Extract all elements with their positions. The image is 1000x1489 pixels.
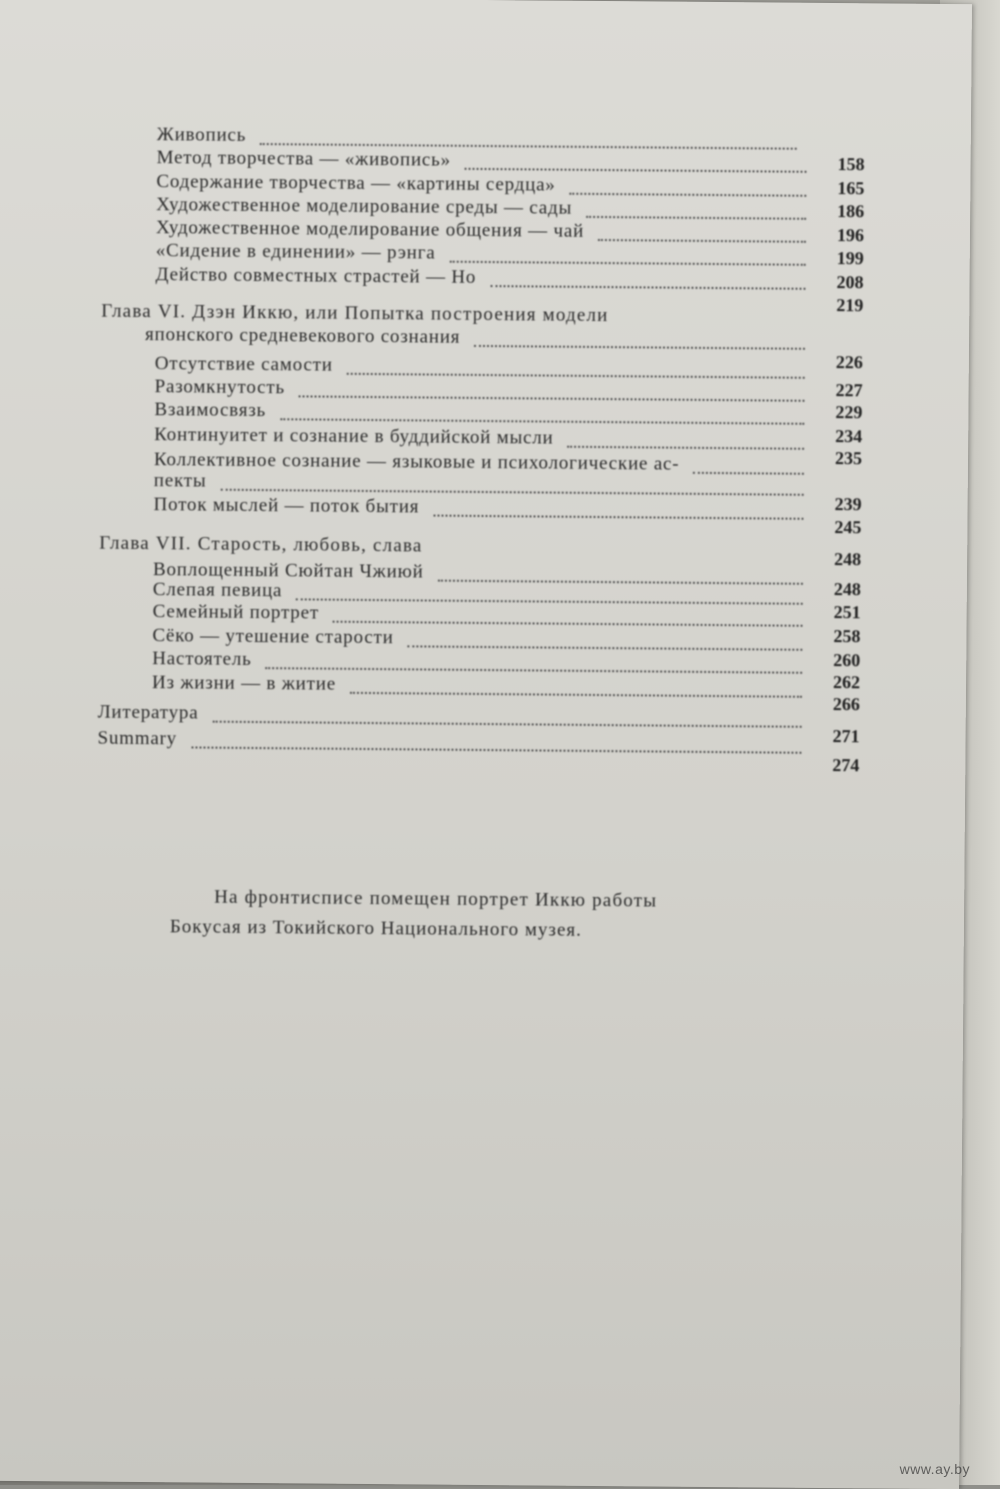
- toc-entry: [157, 147, 807, 175]
- dot-leader: [569, 171, 806, 197]
- toc-chapter-6-continued: [145, 324, 805, 352]
- dot-leader: [693, 450, 804, 475]
- toc-page-number: 258: [833, 626, 861, 647]
- watermark: www.ay.by: [899, 1461, 970, 1477]
- frontispiece-note-line2: Бокусая из Токийского Национального музея.: [169, 916, 582, 941]
- dot-leader: [407, 625, 802, 651]
- toc-page-number: 165: [837, 178, 865, 199]
- toc-page-number: 219: [836, 295, 864, 316]
- toc-page-number: 274: [832, 755, 860, 776]
- toc-page-number: 271: [832, 726, 860, 747]
- toc-entry-continued: [154, 470, 804, 498]
- toc-entry-label: Настоятель: [152, 648, 252, 670]
- toc-entry-label: Художественное моделирование среды — сады: [156, 194, 573, 219]
- toc-page-number: 208: [836, 272, 864, 293]
- toc-entry-label: Разомкнутость: [154, 376, 285, 399]
- toc-entry-label: Отсутствие самости: [154, 353, 333, 376]
- dot-leader: [260, 124, 797, 150]
- toc-page-number: 226: [835, 352, 863, 373]
- toc-entry-label: Из жизни — в житие: [151, 672, 337, 695]
- toc-entry-label: Метод творчества — «живопись»: [156, 147, 451, 171]
- toc-entry-label: Воплощенный Сюйтан Чжиюй: [152, 559, 424, 583]
- toc-entry: [153, 494, 803, 522]
- toc-entry-label: Содержание творчества — «картины сердца»: [156, 171, 556, 196]
- toc-entry-label: Литература: [97, 701, 199, 724]
- toc-entry-summary: [97, 728, 801, 756]
- dot-leader: [191, 728, 801, 754]
- toc-entry-label: Действо совместных страстей — Но: [155, 264, 477, 288]
- toc-entry-label: Summary: [97, 727, 178, 750]
- toc-entry-label: Коллективное сознание — языковые и психологические ас-: [153, 449, 680, 475]
- toc-page-number: 248: [833, 579, 861, 600]
- dot-leader: [490, 264, 805, 290]
- dot-leader: [438, 559, 803, 585]
- toc-page-number: 248: [834, 549, 862, 570]
- dot-leader: [433, 494, 803, 520]
- toc-page-number: 234: [835, 426, 863, 447]
- toc-page-number: 199: [836, 248, 864, 269]
- toc-page-number: 196: [836, 225, 865, 246]
- dot-leader: [350, 672, 802, 698]
- frontispiece-note: [169, 883, 658, 947]
- toc-page-number: 239: [834, 494, 862, 515]
- toc-entry: [154, 399, 804, 427]
- toc-page-number: 186: [837, 201, 865, 222]
- dot-leader: [213, 702, 802, 728]
- toc-page-number: 260: [833, 650, 861, 671]
- toc-entry-literature: [98, 702, 802, 730]
- toc-page-number: 158: [837, 154, 865, 175]
- toc-entry-label: пекты: [153, 470, 207, 492]
- toc-entry-label: Живопись: [156, 124, 247, 146]
- toc-page-number: 266: [832, 694, 860, 715]
- toc-page-number: 227: [835, 380, 863, 401]
- toc-page-number: 245: [834, 517, 862, 538]
- toc-chapter-label: Глава VI. Дзэн Иккю, или Попытка построения модели: [101, 300, 609, 327]
- toc-page-number: 262: [832, 672, 861, 693]
- toc-entry: [153, 601, 803, 629]
- toc-entry-label: Поток мыслей — поток бытия: [153, 494, 420, 518]
- toc-chapter-label: Глава VII. Старость, любовь, слава: [99, 532, 423, 557]
- toc-entry-label: Континуитет и сознание в буддийской мысли: [154, 424, 554, 449]
- toc-entry: [156, 240, 806, 268]
- toc-entry-label: Сёко — утешение старости: [152, 625, 394, 649]
- dot-leader: [347, 353, 805, 379]
- toc-entry-label: «Сидение в единении» — рэнга: [155, 240, 436, 264]
- toc-entry: [152, 672, 802, 700]
- toc-entry-label: Художественное моделирование общения — чай: [155, 217, 585, 242]
- toc-entry-label: японского средневекового сознания: [144, 324, 461, 348]
- toc-entry: [154, 424, 804, 452]
- toc-entry: [155, 264, 805, 292]
- toc-chapter-7: [99, 533, 799, 561]
- toc-entry-label: Слепая певица: [152, 579, 283, 602]
- toc-page-number: 235: [834, 448, 863, 469]
- toc-page-number: 229: [835, 402, 863, 423]
- toc-entry: [152, 648, 802, 676]
- toc-page-number: 251: [833, 602, 861, 623]
- toc-entry-label: Взаимосвязь: [154, 399, 267, 422]
- dot-leader: [567, 424, 804, 450]
- frontispiece-note-line1: На фронтисписе помещен портрет Иккю работы: [214, 886, 658, 912]
- toc-entry-label: Семейный портрет: [152, 601, 320, 624]
